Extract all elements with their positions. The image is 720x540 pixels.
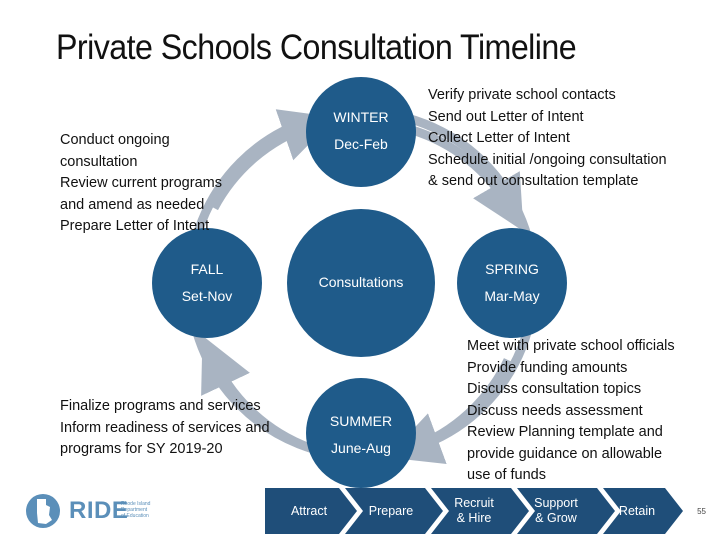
chevron-text: Recruit xyxy=(454,496,494,510)
arrow-fall-to-winter xyxy=(214,126,310,208)
task-line: Schedule initial /ongoing consultation xyxy=(428,151,667,168)
chevron-label-retain xyxy=(605,504,669,519)
chevron-label-recruit xyxy=(440,496,508,526)
task-line: Conduct ongoing xyxy=(60,132,170,148)
fall-name: FALL xyxy=(190,261,224,277)
summer-months: June-Aug xyxy=(331,440,391,456)
task-line: programs for SY 2019-20 xyxy=(60,441,223,457)
task-line: Finalize programs and services xyxy=(60,398,261,414)
spring-name: SPRING xyxy=(485,261,539,277)
winter-label xyxy=(306,104,416,158)
winter-tasks xyxy=(428,85,667,193)
chevron-label-attract xyxy=(275,504,343,519)
logo-text: RIDE xyxy=(69,497,129,524)
task-line: and amend as needed xyxy=(60,196,205,213)
chevron-text: & Grow xyxy=(535,511,577,525)
spring-label xyxy=(457,256,567,310)
task-line: Inform readiness of services and xyxy=(60,419,270,436)
chevron-label-prepare xyxy=(357,504,425,519)
task-line: Discuss needs assessment xyxy=(467,402,643,419)
tagline-line: Rhode Island xyxy=(121,501,151,507)
chevron-text: Support xyxy=(534,496,578,510)
tagline-line: Department xyxy=(121,507,148,513)
task-line: & send out consultation template xyxy=(428,173,639,189)
task-line: provide guidance on allowable xyxy=(467,445,663,462)
task-line: Review current programs xyxy=(60,175,222,191)
task-line: use of funds xyxy=(467,467,546,483)
fall-tasks xyxy=(60,130,222,238)
logo-tagline xyxy=(121,501,150,519)
task-line: Provide funding amounts xyxy=(467,359,628,376)
task-line: Send out Letter of Intent xyxy=(428,108,584,125)
task-line: Meet with private school officials xyxy=(467,338,675,354)
task-line: consultation xyxy=(60,153,138,170)
task-line: Prepare Letter of Intent xyxy=(60,218,210,234)
summer-label xyxy=(306,408,416,462)
fall-label xyxy=(152,256,262,310)
summer-name: SUMMER xyxy=(329,413,393,429)
task-line: Collect Letter of Intent xyxy=(428,130,570,146)
spring-months: Mar-May xyxy=(484,288,540,304)
ride-logo xyxy=(24,491,164,531)
chevron-text: & Hire xyxy=(456,511,492,525)
chevron-text: Retain xyxy=(618,504,656,518)
fall-months: Set-Nov xyxy=(181,288,233,304)
page-title: Private Schools Consultation Timeline xyxy=(56,28,577,67)
rhode-island-map-icon xyxy=(24,491,64,531)
spring-tasks xyxy=(467,336,675,487)
chevron-text: Attract xyxy=(290,504,328,518)
tagline-line: of Education xyxy=(121,513,149,519)
task-line: Verify private school contacts xyxy=(428,87,616,103)
chevron-text: Prepare xyxy=(368,504,414,518)
page-number: 55 xyxy=(697,507,706,516)
winter-name: WINTER xyxy=(333,109,389,125)
summer-tasks xyxy=(60,396,270,461)
chevron-label-support xyxy=(522,496,590,526)
winter-months: Dec-Feb xyxy=(334,136,388,152)
center-label: Consultations xyxy=(318,274,404,290)
task-line: Review Planning template and xyxy=(467,424,663,440)
task-line: Discuss consultation topics xyxy=(467,381,642,397)
